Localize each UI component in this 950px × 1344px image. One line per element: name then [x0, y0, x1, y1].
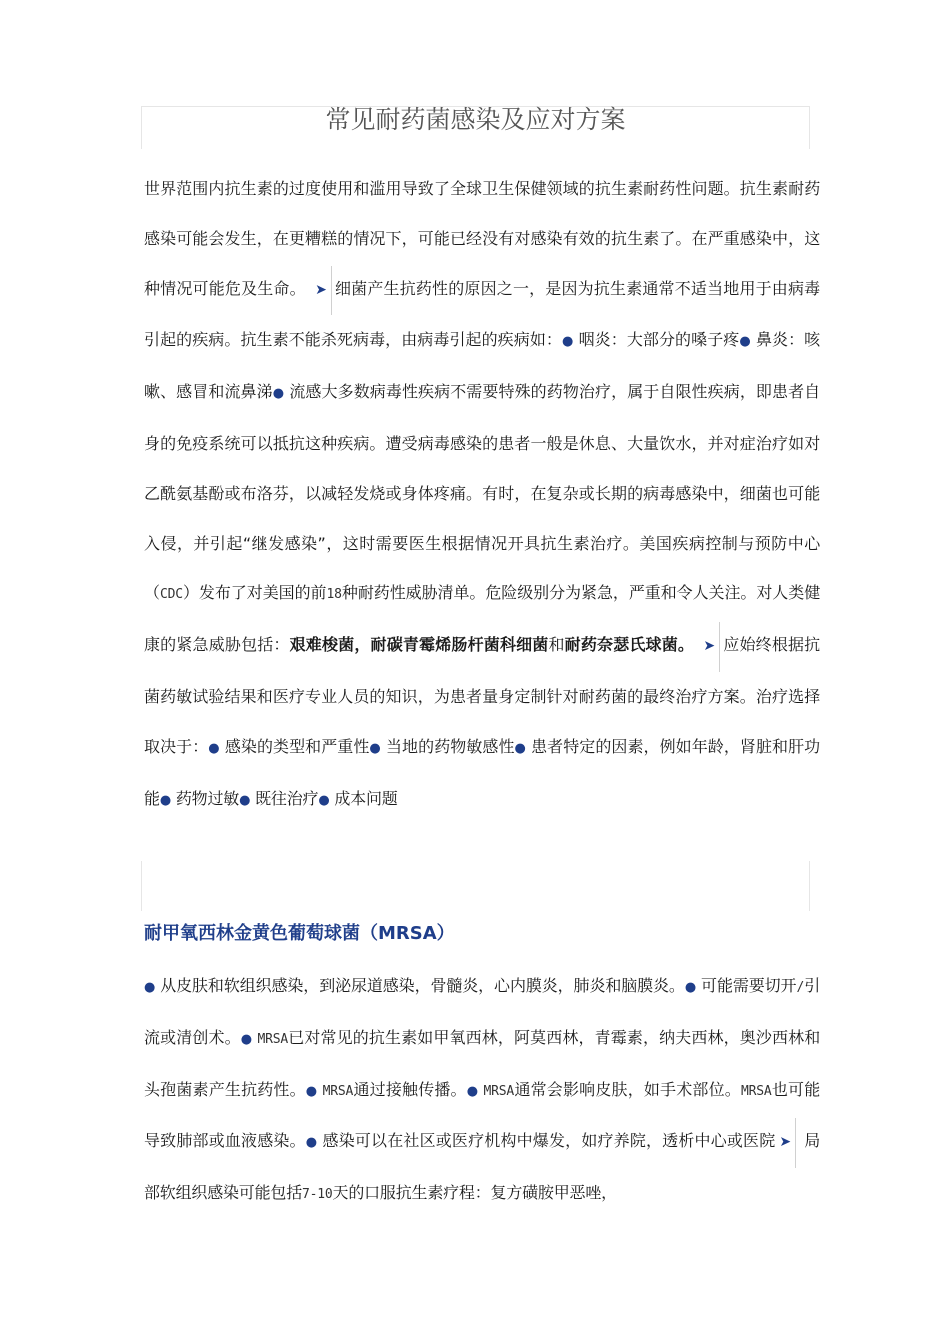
arrow-icon: ➤	[699, 622, 720, 672]
text-run: ，	[354, 635, 371, 655]
bullet-icon: ●	[240, 1031, 253, 1047]
bold-term: 艰难梭菌	[289, 635, 355, 655]
bullet-icon: ●	[144, 980, 156, 995]
bullet-icon: ●	[159, 792, 171, 808]
bullet-icon: ●	[239, 792, 251, 808]
mrsa-abbrev: MRSA	[322, 1083, 354, 1099]
mrsa-abbrev: MRSA	[740, 1083, 772, 1099]
text-run: 既往治疗	[250, 788, 319, 808]
text-run: 天的口服抗生素疗程：复方磺胺甲恶唑，	[332, 1183, 617, 1203]
text-run: 患者特定的因素，例如年龄，肾脏和肝功能	[144, 736, 820, 808]
bullet-icon: ●	[305, 1135, 318, 1151]
cdc-abbrev: CDC	[159, 587, 183, 603]
bullet-icon: ●	[369, 740, 381, 756]
text-run: 。	[677, 635, 695, 655]
text-run: ）发布了对美国的前	[182, 583, 327, 603]
section-heading-mrsa: 耐甲氧西林金黄色葡萄球菌（MRSA）	[144, 923, 455, 944]
section-spacer	[141, 861, 810, 911]
bold-term: 耐碳青霉烯肠杆菌科细菌	[370, 635, 549, 655]
text-run: 局部软组织感染可能包括	[144, 1131, 820, 1203]
text-run: 从皮肤和软组织感染，到泌尿道感染，骨髓炎，心内膜炎，肺炎和脑膜炎。	[155, 976, 685, 995]
text-run: 鼻炎：咳嗽、感冒和流鼻涕	[144, 330, 820, 402]
range-7-10: 7-10	[302, 1187, 333, 1203]
bullet-icon: ●	[318, 792, 330, 808]
text-run: 感染可以在社区或医疗机构中爆发，如疗养院，透析中心或医院	[317, 1131, 776, 1151]
bullet-icon: ●	[272, 386, 285, 402]
mrsa-abbrev: MRSA	[257, 1031, 288, 1047]
title-box	[141, 106, 810, 149]
text-run: 当地的药物敏感性	[380, 736, 515, 756]
text-run: 通过接触传播。	[353, 1079, 467, 1099]
intro-paragraph	[144, 164, 820, 825]
text-run: 细菌产生抗药性的原因之一，是因为抗生素通常不适当地用于由病毒引起的疾病。抗生素不能杀死病毒，由病毒引起的疾病如：	[144, 278, 820, 350]
bullet-icon: ●	[739, 334, 751, 350]
bullet-icon: ●	[562, 334, 574, 350]
bullet-icon: ●	[514, 740, 526, 756]
arrow-icon: ➤	[311, 266, 332, 316]
bullet-icon: ●	[305, 1083, 318, 1099]
bullet-icon: ●	[466, 1083, 479, 1099]
bullet-icon: ●	[208, 740, 220, 756]
text-run: 已对常见的抗生素如甲氧西林，阿莫西林，青霉素，纳夫西林，奥沙西林和头孢菌素产生抗药性。	[144, 1027, 820, 1099]
bullet-icon: ●	[684, 980, 697, 995]
text-run: 引流或清创术。	[144, 976, 820, 1047]
text-run: 应始终根据抗菌药敏试验结果和医疗专业人员的知识，为患者量身定制针对耐药菌的最终治疗方案。治疗选择取决于：	[144, 635, 820, 756]
mrsa-paragraph	[144, 961, 820, 1220]
number-18: 18	[326, 587, 342, 603]
text-run: 和	[548, 635, 565, 655]
text-run: 世界范围内抗生素的过度使用和滥用导致了全球卫生保健领域的抗生素耐药性问题。抗生素耐药感染可能会发生，在更糟糕的情况下，可能已经没有对感染有效的抗生素了。在严重感染中，这种情况可能危及生命。	[144, 179, 820, 298]
text-run: 成本问题	[329, 788, 398, 808]
text-run: 可能需要切开	[696, 976, 797, 995]
text-run: 流感大多数病毒性疾病不需要特殊的药物治疗，属于自限性疾病，即患者自身的免疫系统可以抵抗这种疾病。遭受病毒感染的患者一般是休息、大量饮水，并对症治疗如对乙酰氨基酚或布洛芬，以减轻发烧或身体疼痛。有时，在复杂或长期的病毒感染中，细菌也可能入侵，并引起“继发感染”，这时需要医生根据情况开具抗生素治疗。美国疾病控制与预防中心（	[144, 382, 820, 603]
text-run: 感染的类型和严重性	[219, 736, 370, 756]
text-run: 也可能导致肺部或血液感染。	[144, 1079, 820, 1151]
slash-char: /	[796, 980, 805, 995]
page-title: 常见耐药菌感染及应对方案	[325, 105, 626, 134]
bold-term: 耐药奈瑟氏球菌	[564, 635, 678, 655]
text-run: 通常会影响皮肤，如手术部位。	[514, 1079, 741, 1099]
text-run: 药物过敏	[170, 788, 240, 808]
arrow-icon: ➤	[775, 1118, 796, 1168]
mrsa-abbrev: MRSA	[483, 1083, 515, 1099]
text-run: 种耐药性威胁清单。危险级别分为紧急，严重和令人关注。对人类健康的紧急威胁包括：	[144, 583, 820, 655]
text-run: 咽炎：大部分的嗓子疼	[573, 330, 740, 350]
